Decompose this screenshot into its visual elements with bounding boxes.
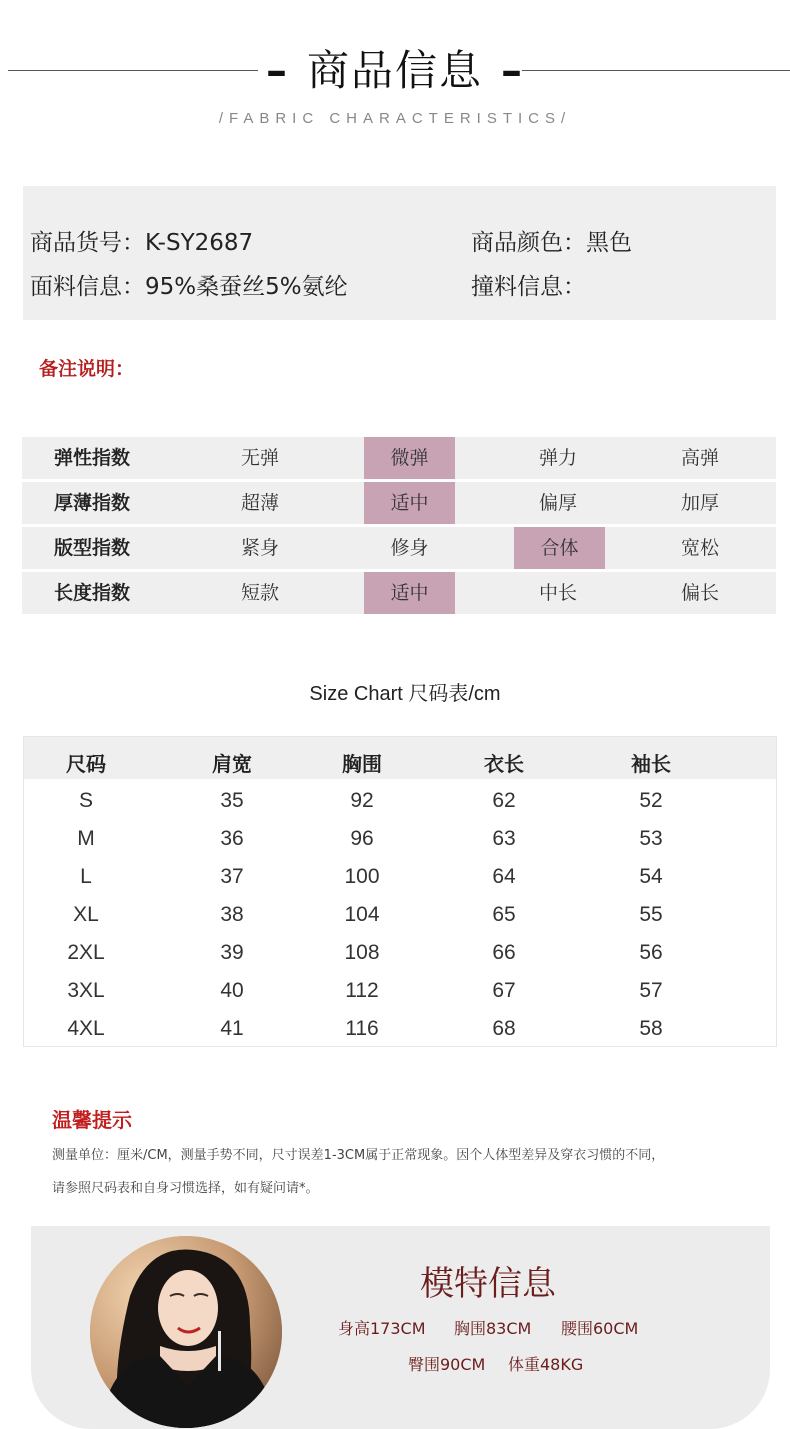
title-dash-left: –: [265, 46, 289, 95]
index-option-selected: 适中: [364, 572, 455, 614]
tips-line-2: 请参照尺码表和自身习惯选择，如有疑问请*。: [52, 1181, 319, 1196]
size-chart-header-cell: 肩宽: [212, 752, 252, 776]
size-chart-cell: 92: [350, 789, 374, 812]
tips-line-1: 测量单位：厘米/CM，测量手势不同，尺寸误差1-3CM属于正常现象。因个人体型差异及穿衣习惯的不同，: [52, 1148, 665, 1163]
index-option: 无弹: [240, 447, 279, 469]
size-chart-cell: 35: [220, 789, 244, 812]
index-row-label: 弹性指数: [53, 447, 130, 469]
product-info-panel: [23, 186, 776, 320]
index-row: [22, 572, 776, 614]
size-chart-header-cell: 衣长: [484, 752, 524, 776]
index-option: 中长: [538, 582, 577, 604]
model-title: 模特信息: [420, 1264, 556, 1304]
size-chart-cell: 39: [220, 941, 244, 964]
index-option: 修身: [390, 537, 429, 559]
size-chart-cell: 62: [492, 789, 516, 812]
page-subtitle: /FABRIC CHARACTERISTICS/: [218, 110, 572, 127]
size-chart-cell: 108: [344, 941, 380, 964]
size-chart-cell: 64: [492, 865, 516, 888]
size-chart-cell: 96: [350, 827, 374, 850]
index-option: 偏长: [680, 582, 719, 604]
size-chart-cell: 41: [220, 1017, 244, 1040]
index-option: 短款: [240, 582, 279, 604]
product-color: 商品颜色：黑色: [471, 230, 632, 256]
model-hip: 臀围90CM: [408, 1355, 486, 1374]
size-chart-cell: 3XL: [67, 979, 105, 1002]
size-chart-cell: XL: [73, 903, 99, 926]
size-chart-cell: 104: [344, 903, 380, 926]
size-chart-cell: 116: [345, 1017, 379, 1040]
index-row: [22, 437, 776, 479]
index-option: 紧身: [240, 537, 279, 559]
index-row-label: 厚薄指数: [53, 492, 130, 514]
size-chart-cell: 54: [639, 865, 663, 888]
size-chart-cell: 4XL: [67, 1017, 105, 1040]
index-row: [22, 482, 776, 524]
index-option: 高弹: [680, 447, 719, 469]
tips-title: 温馨提示: [52, 1108, 132, 1132]
model-bust: 胸围83CM: [454, 1319, 532, 1338]
size-chart-cell: S: [78, 789, 93, 812]
size-chart-cell: 52: [639, 789, 663, 812]
fabric-info: 面料信息：95%桑蚕丝5%氨纶: [30, 274, 348, 300]
size-chart-cell: 55: [639, 903, 663, 926]
size-chart-cell: 40: [220, 979, 244, 1002]
size-chart-cell: 67: [492, 979, 516, 1002]
index-row: [22, 527, 776, 569]
index-option-selected: 适中: [364, 482, 455, 524]
size-chart-cell: 66: [492, 941, 516, 964]
index-option: 超薄: [240, 492, 279, 514]
index-option-selected: 合体: [514, 527, 605, 569]
lining-info: 撞料信息：: [471, 274, 586, 300]
size-chart-cell: L: [80, 865, 92, 888]
title-text: 商品信息: [306, 46, 483, 95]
model-waist: 腰围60CM: [561, 1319, 639, 1338]
item-number: 商品货号：K-SY2687: [30, 230, 254, 256]
size-chart-cell: 65: [492, 903, 516, 926]
size-chart-cell: 57: [639, 979, 663, 1002]
index-option: 弹力: [538, 447, 577, 469]
size-chart-header-cell: 尺码: [66, 752, 106, 776]
size-chart-header-cell: 胸围: [342, 752, 382, 776]
model-photo: [90, 1236, 282, 1428]
size-chart-cell: 38: [220, 903, 244, 926]
size-chart-table: [23, 736, 777, 1047]
index-row-label: 版型指数: [53, 537, 130, 559]
index-option: 偏厚: [538, 492, 577, 514]
remark-label: 备注说明：: [39, 358, 135, 380]
size-chart-cell: 56: [639, 941, 663, 964]
size-chart-cell: 63: [492, 827, 516, 850]
size-chart-cell: 68: [492, 1017, 516, 1040]
index-option: 宽松: [680, 537, 719, 559]
size-chart-cell: 36: [220, 827, 244, 850]
size-chart-cell: 58: [639, 1017, 663, 1040]
size-chart-cell: 53: [639, 827, 663, 850]
index-row-label: 长度指数: [53, 582, 130, 604]
model-weight: 体重48KG: [508, 1355, 584, 1374]
title-dash-right: –: [501, 46, 524, 95]
size-chart-cell: M: [77, 827, 95, 850]
size-chart-title: Size Chart 尺码表/cm: [309, 683, 501, 705]
size-chart-header: [24, 737, 776, 779]
index-option: 加厚: [680, 492, 719, 514]
size-chart-cell: 100: [344, 865, 380, 888]
size-chart-header-cell: 袖长: [631, 752, 671, 776]
model-height: 身高173CM: [338, 1319, 426, 1338]
page-title: [0, 38, 790, 98]
size-chart-cell: 37: [220, 865, 244, 888]
size-chart-cell: 2XL: [67, 941, 105, 964]
index-option-selected: 微弹: [364, 437, 455, 479]
size-chart-cell: 112: [345, 979, 379, 1002]
